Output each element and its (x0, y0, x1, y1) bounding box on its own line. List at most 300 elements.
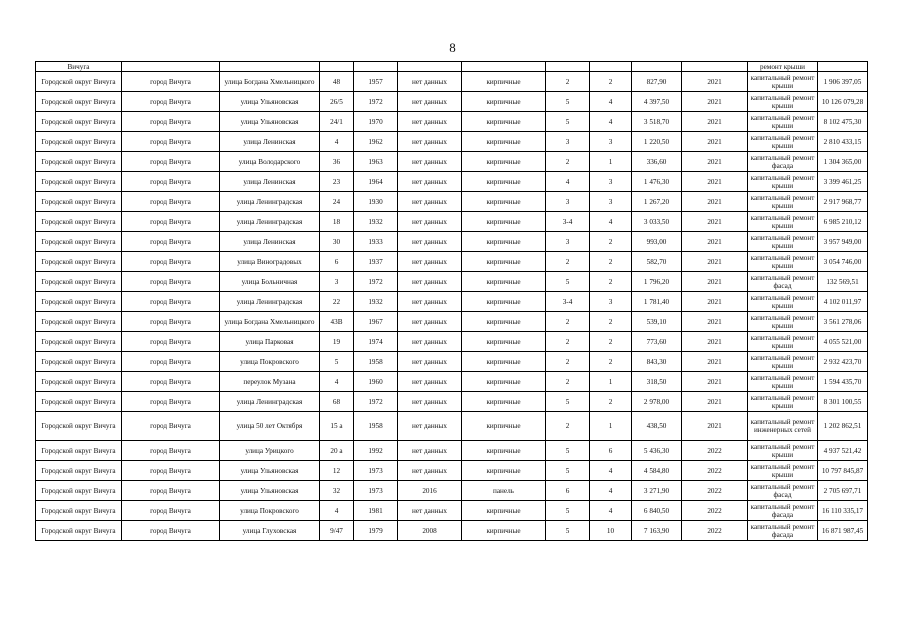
table-row (36, 152, 868, 172)
cell-renovation-year: нет данных (398, 132, 462, 152)
cell-municipality: Городской округ Вичуга (36, 292, 122, 312)
cell-floors: 5 (546, 461, 590, 481)
cell-renovation-year: нет данных (398, 192, 462, 212)
cell-house-number: 23 (320, 172, 354, 192)
cell-build-year: 1981 (354, 501, 398, 521)
cell-entrances: 3 (590, 132, 632, 152)
cell-entrances: 3 (590, 292, 632, 312)
cell-settlement: город Вичуга (122, 212, 220, 232)
cell-wall-material: кирпичные (462, 232, 546, 252)
cell-repair-type: капитальный ремонт фасад (748, 272, 818, 292)
cell-wall-material: панель (462, 481, 546, 501)
cell-area: 827,90 (632, 72, 682, 92)
cell-build-year: 1933 (354, 232, 398, 252)
cell-repair-year: 2021 (682, 292, 748, 312)
table-row (36, 192, 868, 212)
cell-settlement: город Вичуга (122, 392, 220, 412)
cell-house-number: 26/5 (320, 92, 354, 112)
cell-wall-material: кирпичные (462, 332, 546, 352)
cell-settlement (122, 62, 220, 72)
cell-street: улица Ленинская (220, 232, 320, 252)
cell-settlement: город Вичуга (122, 501, 220, 521)
cell-renovation-year: нет данных (398, 332, 462, 352)
cell-street: улица Покровского (220, 352, 320, 372)
cell-settlement: город Вичуга (122, 441, 220, 461)
cell-build-year: 1964 (354, 172, 398, 192)
cell-floors: 5 (546, 392, 590, 412)
cell-repair-year: 2021 (682, 312, 748, 332)
cell-area: 1 476,30 (632, 172, 682, 192)
cell-repair-year: 2022 (682, 461, 748, 481)
table-row (36, 372, 868, 392)
cell-repair-type: капитальный ремонт крыши (748, 292, 818, 312)
cell-street: улица Глуховская (220, 521, 320, 541)
cell-repair-year: 2022 (682, 441, 748, 461)
cell-wall-material: кирпичные (462, 92, 546, 112)
cell-floors: 3 (546, 232, 590, 252)
cell-repair-year: 2021 (682, 152, 748, 172)
cell-wall-material: кирпичные (462, 372, 546, 392)
cell-floors: 2 (546, 312, 590, 332)
cell-area: 3 033,50 (632, 212, 682, 232)
cell-municipality: Городской округ Вичуга (36, 352, 122, 372)
cell-wall-material: кирпичные (462, 392, 546, 412)
cell-municipality: Городской округ Вичуга (36, 372, 122, 392)
cell-entrances: 2 (590, 272, 632, 292)
cell-build-year: 1973 (354, 481, 398, 501)
cell-municipality: Городской округ Вичуга (36, 152, 122, 172)
cell-repair-type: капитальный ремонт крыши (748, 112, 818, 132)
cell-municipality: Городской округ Вичуга (36, 392, 122, 412)
cell-repair-year: 2021 (682, 232, 748, 252)
cell-municipality: Городской округ Вичуга (36, 521, 122, 541)
cell-repair-year: 2021 (682, 372, 748, 392)
cell-entrances: 2 (590, 72, 632, 92)
cell-house-number: 9/47 (320, 521, 354, 541)
cell-cost: 3 957 949,00 (818, 232, 868, 252)
cell-entrances: 2 (590, 392, 632, 412)
cell-area: 336,60 (632, 152, 682, 172)
table-row (36, 501, 868, 521)
cell-house-number (320, 62, 354, 72)
cell-wall-material: кирпичные (462, 412, 546, 441)
cell-floors: 2 (546, 72, 590, 92)
cell-entrances: 1 (590, 152, 632, 172)
cell-municipality: Городской округ Вичуга (36, 132, 122, 152)
cell-cost: 1 304 365,00 (818, 152, 868, 172)
cell-entrances: 4 (590, 112, 632, 132)
cell-settlement: город Вичуга (122, 372, 220, 392)
cell-area: 2 978,00 (632, 392, 682, 412)
cell-area: 773,60 (632, 332, 682, 352)
cell-municipality: Городской округ Вичуга (36, 332, 122, 352)
cell-renovation-year: нет данных (398, 312, 462, 332)
cell-repair-year: 2021 (682, 272, 748, 292)
cell-settlement: город Вичуга (122, 112, 220, 132)
cell-build-year: 1973 (354, 461, 398, 481)
cell-floors (546, 62, 590, 72)
cell-renovation-year: нет данных (398, 92, 462, 112)
cell-wall-material: кирпичные (462, 152, 546, 172)
cell-entrances (590, 62, 632, 72)
cell-street: улица Ленинская (220, 172, 320, 192)
table-row (36, 72, 868, 92)
cell-area: 1 796,20 (632, 272, 682, 292)
cell-municipality: Городской округ Вичуга (36, 461, 122, 481)
cell-settlement: город Вичуга (122, 192, 220, 212)
cell-repair-type: капитальный ремонт фасада (748, 501, 818, 521)
cell-entrances: 4 (590, 92, 632, 112)
cell-repair-type: капитальный ремонт фасада (748, 521, 818, 541)
cell-cost: 8 102 475,30 (818, 112, 868, 132)
cell-house-number: 36 (320, 152, 354, 172)
cell-street: улица Ульяновская (220, 481, 320, 501)
cell-repair-type: капитальный ремонт крыши (748, 461, 818, 481)
cell-municipality: Городской округ Вичуга (36, 412, 122, 441)
cell-house-number: 15 а (320, 412, 354, 441)
cell-settlement: город Вичуга (122, 461, 220, 481)
table-row (36, 112, 868, 132)
cell-street: улица Богдана Хмельницкого (220, 72, 320, 92)
cell-street: улица Больничная (220, 272, 320, 292)
cell-floors: 5 (546, 272, 590, 292)
cell-area: 3 271,90 (632, 481, 682, 501)
cell-cost: 3 561 278,06 (818, 312, 868, 332)
table-row (36, 412, 868, 441)
cell-build-year: 1979 (354, 521, 398, 541)
cell-settlement: город Вичуга (122, 172, 220, 192)
cell-municipality: Городской округ Вичуга (36, 92, 122, 112)
cell-area: 993,00 (632, 232, 682, 252)
cell-renovation-year: нет данных (398, 212, 462, 232)
cell-repair-year: 2021 (682, 212, 748, 232)
cell-entrances: 2 (590, 252, 632, 272)
cell-entrances: 6 (590, 441, 632, 461)
table-row (36, 232, 868, 252)
cell-renovation-year: нет данных (398, 461, 462, 481)
cell-municipality: Городской округ Вичуга (36, 312, 122, 332)
cell-repair-type: капитальный ремонт крыши (748, 332, 818, 352)
cell-build-year: 1970 (354, 112, 398, 132)
cell-entrances: 4 (590, 501, 632, 521)
cell-house-number: 24 (320, 192, 354, 212)
cell-cost: 2 810 433,15 (818, 132, 868, 152)
cell-renovation-year: нет данных (398, 172, 462, 192)
cell-repair-type: капитальный ремонт крыши (748, 352, 818, 372)
cell-cost: 2 705 697,71 (818, 481, 868, 501)
cell-renovation-year: нет данных (398, 272, 462, 292)
cell-wall-material: кирпичные (462, 72, 546, 92)
table-row (36, 312, 868, 332)
cell-municipality: Городской округ Вичуга (36, 481, 122, 501)
cell-floors: 2 (546, 152, 590, 172)
cell-renovation-year: нет данных (398, 372, 462, 392)
cell-cost: 4 937 521,42 (818, 441, 868, 461)
cell-wall-material: кирпичные (462, 292, 546, 312)
cell-renovation-year: нет данных (398, 352, 462, 372)
cell-entrances: 3 (590, 172, 632, 192)
cell-cost: 3 399 461,25 (818, 172, 868, 192)
cell-repair-year (682, 62, 748, 72)
cell-floors: 5 (546, 92, 590, 112)
cell-house-number: 22 (320, 292, 354, 312)
cell-street: улица Парковая (220, 332, 320, 352)
cell-floors: 2 (546, 252, 590, 272)
cell-renovation-year: нет данных (398, 412, 462, 441)
cell-renovation-year: 2016 (398, 481, 462, 501)
cell-house-number: 43В (320, 312, 354, 332)
cell-cost: 4 055 521,00 (818, 332, 868, 352)
cell-repair-type: капитальный ремонт крыши (748, 252, 818, 272)
cell-cost (818, 62, 868, 72)
cell-wall-material (462, 62, 546, 72)
cell-floors: 3-4 (546, 212, 590, 232)
cell-entrances: 10 (590, 521, 632, 541)
cell-build-year: 1962 (354, 132, 398, 152)
cell-house-number: 4 (320, 132, 354, 152)
cell-repair-type: капитальный ремонт крыши (748, 312, 818, 332)
table-row (36, 292, 868, 312)
cell-renovation-year: нет данных (398, 72, 462, 92)
cell-house-number: 19 (320, 332, 354, 352)
cell-street: улица 50 лет Октября (220, 412, 320, 441)
cell-repair-year: 2021 (682, 112, 748, 132)
cell-build-year: 1960 (354, 372, 398, 392)
cell-settlement: город Вичуга (122, 272, 220, 292)
cell-build-year: 1972 (354, 272, 398, 292)
cell-cost: 16 871 987,45 (818, 521, 868, 541)
cell-area: 1 220,50 (632, 132, 682, 152)
cell-build-year (354, 62, 398, 72)
table-row (36, 132, 868, 152)
cell-build-year: 1992 (354, 441, 398, 461)
cell-wall-material: кирпичные (462, 501, 546, 521)
cell-wall-material: кирпичные (462, 252, 546, 272)
cell-floors: 2 (546, 412, 590, 441)
cell-repair-type: капитальный ремонт фасад (748, 481, 818, 501)
cell-area: 4 584,80 (632, 461, 682, 481)
cell-street: улица Ульяновская (220, 92, 320, 112)
cell-area: 582,70 (632, 252, 682, 272)
cell-repair-year: 2021 (682, 172, 748, 192)
cell-build-year: 1967 (354, 312, 398, 332)
cell-repair-year: 2021 (682, 192, 748, 212)
cell-area: 318,50 (632, 372, 682, 392)
cell-street: улица Ленинградская (220, 292, 320, 312)
cell-repair-type: капитальный ремонт крыши (748, 72, 818, 92)
cell-floors: 3 (546, 132, 590, 152)
cell-repair-type: капитальный ремонт крыши (748, 392, 818, 412)
cell-wall-material: кирпичные (462, 192, 546, 212)
cell-municipality: Городской округ Вичуга (36, 112, 122, 132)
cell-street: улица Богдана Хмельницкого (220, 312, 320, 332)
cell-build-year: 1963 (354, 152, 398, 172)
cell-area: 539,10 (632, 312, 682, 332)
cell-cost: 2 932 423,70 (818, 352, 868, 372)
table-row (36, 272, 868, 292)
cell-settlement: город Вичуга (122, 521, 220, 541)
cell-cost: 1 594 435,70 (818, 372, 868, 392)
cell-settlement: город Вичуга (122, 481, 220, 501)
cell-area: 3 518,70 (632, 112, 682, 132)
cell-entrances: 2 (590, 332, 632, 352)
cell-municipality: Городской округ Вичуга (36, 501, 122, 521)
cell-repair-year: 2022 (682, 521, 748, 541)
cell-renovation-year (398, 62, 462, 72)
cell-wall-material: кирпичные (462, 132, 546, 152)
cell-repair-type: капитальный ремонт фасада (748, 152, 818, 172)
cell-repair-type: капитальный ремонт крыши (748, 172, 818, 192)
cell-floors: 3-4 (546, 292, 590, 312)
cell-street: улица Виноградовых (220, 252, 320, 272)
cell-street: улица Ленинская (220, 132, 320, 152)
cell-municipality: Городской округ Вичуга (36, 192, 122, 212)
cell-entrances: 3 (590, 192, 632, 212)
cell-house-number: 24/1 (320, 112, 354, 132)
cell-repair-type: капитальный ремонт крыши (748, 441, 818, 461)
table-row (36, 172, 868, 192)
cell-cost: 8 301 100,55 (818, 392, 868, 412)
cell-repair-type: капитальный ремонт крыши (748, 212, 818, 232)
cell-cost: 4 102 011,97 (818, 292, 868, 312)
cell-house-number: 5 (320, 352, 354, 372)
cell-renovation-year: 2008 (398, 521, 462, 541)
cell-build-year: 1958 (354, 352, 398, 372)
cell-municipality: Городской округ Вичуга (36, 272, 122, 292)
cell-house-number: 20 а (320, 441, 354, 461)
cell-build-year: 1974 (354, 332, 398, 352)
cell-renovation-year: нет данных (398, 232, 462, 252)
cell-house-number: 18 (320, 212, 354, 232)
cell-cost: 1 202 862,51 (818, 412, 868, 441)
cell-area (632, 62, 682, 72)
cell-house-number: 12 (320, 461, 354, 481)
cell-floors: 4 (546, 172, 590, 192)
table-row (36, 441, 868, 461)
cell-area: 1 781,40 (632, 292, 682, 312)
cell-settlement: город Вичуга (122, 132, 220, 152)
cell-wall-material: кирпичные (462, 312, 546, 332)
cell-entrances: 1 (590, 372, 632, 392)
cell-settlement: город Вичуга (122, 292, 220, 312)
cell-wall-material: кирпичные (462, 112, 546, 132)
cell-wall-material: кирпичные (462, 172, 546, 192)
cell-street: улица Ленинградская (220, 192, 320, 212)
cell-repair-type: ремонт крыши (748, 62, 818, 72)
cell-area: 4 397,50 (632, 92, 682, 112)
cell-renovation-year: нет данных (398, 441, 462, 461)
cell-entrances: 4 (590, 461, 632, 481)
table-row (36, 352, 868, 372)
cell-renovation-year: нет данных (398, 112, 462, 132)
cell-municipality: Городской округ Вичуга (36, 252, 122, 272)
cell-wall-material: кирпичные (462, 212, 546, 232)
table-row (36, 461, 868, 481)
cell-cost: 132 569,51 (818, 272, 868, 292)
cell-settlement: город Вичуга (122, 92, 220, 112)
cell-settlement: город Вичуга (122, 232, 220, 252)
cell-wall-material: кирпичные (462, 272, 546, 292)
cell-repair-year: 2021 (682, 392, 748, 412)
cell-house-number: 30 (320, 232, 354, 252)
cell-floors: 2 (546, 352, 590, 372)
table-row (36, 212, 868, 232)
cell-build-year: 1958 (354, 412, 398, 441)
cell-floors: 2 (546, 332, 590, 352)
cell-entrances: 2 (590, 352, 632, 372)
cell-area: 843,30 (632, 352, 682, 372)
cell-floors: 2 (546, 372, 590, 392)
cell-municipality: Городской округ Вичуга (36, 232, 122, 252)
cell-cost: 10 797 845,87 (818, 461, 868, 481)
cell-repair-year: 2021 (682, 332, 748, 352)
cell-build-year: 1930 (354, 192, 398, 212)
cell-cost: 16 110 335,17 (818, 501, 868, 521)
housing-repair-table (35, 61, 868, 541)
cell-area: 438,50 (632, 412, 682, 441)
cell-build-year: 1972 (354, 392, 398, 412)
cell-floors: 3 (546, 192, 590, 212)
cell-house-number: 48 (320, 72, 354, 92)
cell-area: 6 840,50 (632, 501, 682, 521)
cell-repair-year: 2022 (682, 481, 748, 501)
cell-repair-year: 2021 (682, 72, 748, 92)
cell-municipality: Городской округ Вичуга (36, 172, 122, 192)
cell-renovation-year: нет данных (398, 252, 462, 272)
cell-entrances: 2 (590, 232, 632, 252)
cell-house-number: 6 (320, 252, 354, 272)
cell-repair-year: 2021 (682, 412, 748, 441)
cell-house-number: 4 (320, 372, 354, 392)
cell-settlement: город Вичуга (122, 412, 220, 441)
cell-build-year: 1932 (354, 212, 398, 232)
cell-floors: 5 (546, 112, 590, 132)
cell-entrances: 4 (590, 481, 632, 501)
cell-entrances: 2 (590, 312, 632, 332)
cell-repair-type: капитальный ремонт крыши (748, 132, 818, 152)
cell-cost: 3 054 746,00 (818, 252, 868, 272)
cell-cost: 1 906 397,05 (818, 72, 868, 92)
cell-floors: 5 (546, 441, 590, 461)
cell-repair-year: 2022 (682, 501, 748, 521)
cell-cost: 10 126 079,28 (818, 92, 868, 112)
cell-wall-material: кирпичные (462, 461, 546, 481)
cell-renovation-year: нет данных (398, 152, 462, 172)
cell-settlement: город Вичуга (122, 252, 220, 272)
table-row (36, 62, 868, 72)
cell-settlement: город Вичуга (122, 332, 220, 352)
table-row (36, 481, 868, 501)
cell-repair-type: капитальный ремонт крыши (748, 232, 818, 252)
cell-renovation-year: нет данных (398, 392, 462, 412)
cell-repair-year: 2021 (682, 92, 748, 112)
cell-renovation-year: нет данных (398, 292, 462, 312)
cell-street: улица Урицкого (220, 441, 320, 461)
cell-cost: 6 985 210,12 (818, 212, 868, 232)
cell-cost: 2 917 968,77 (818, 192, 868, 212)
cell-build-year: 1937 (354, 252, 398, 272)
cell-area: 1 267,20 (632, 192, 682, 212)
cell-street: улица Володарского (220, 152, 320, 172)
table-row (36, 92, 868, 112)
page-number: 8 (449, 40, 456, 55)
cell-wall-material: кирпичные (462, 521, 546, 541)
cell-entrances: 1 (590, 412, 632, 441)
table-row (36, 521, 868, 541)
cell-house-number: 3 (320, 272, 354, 292)
cell-house-number: 32 (320, 481, 354, 501)
cell-renovation-year: нет данных (398, 501, 462, 521)
